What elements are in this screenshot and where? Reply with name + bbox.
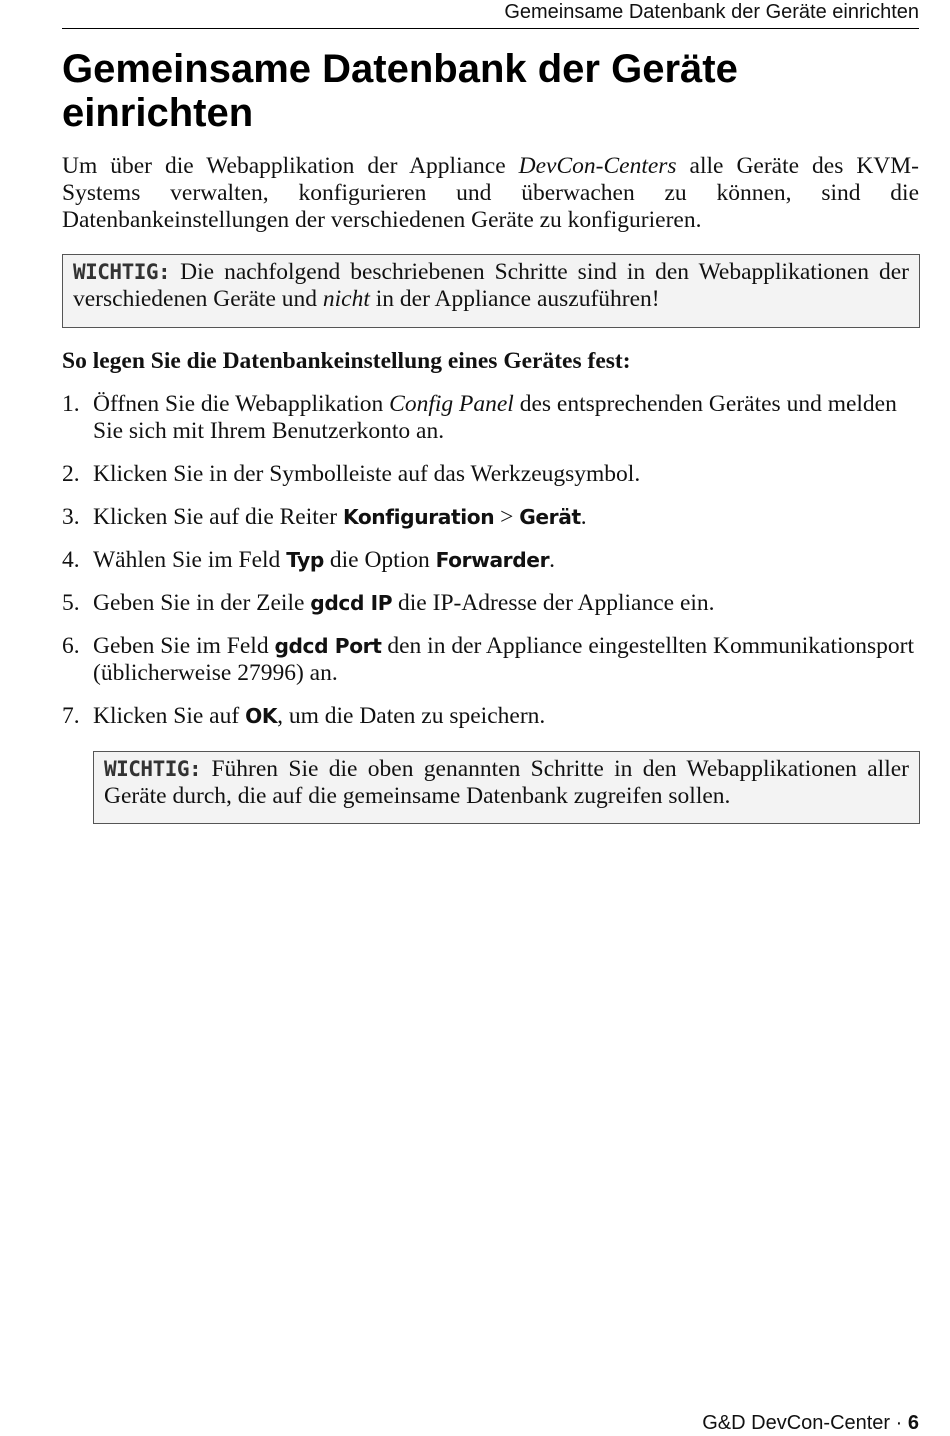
running-header-title: Gemeinsame Datenbank der Geräte einrichten — [504, 1, 919, 23]
step-number: 3. — [62, 504, 80, 530]
running-header — [62, 0, 919, 29]
step-number: 1. — [62, 391, 80, 417]
step-text-part: Wählen Sie im Feld — [93, 547, 287, 573]
ui-term-typ: Typ — [286, 548, 324, 572]
step-number: 2. — [62, 461, 80, 487]
step-text — [93, 547, 922, 574]
step-text — [93, 703, 922, 730]
intro-text-end: alle Geräte des KVM-Systems verwalten, konfigurieren und überwachen zu können, sind die Datenbankeinstellungen der verschiedenen Geräte zu konfigurieren. — [62, 153, 920, 233]
step-text-part: Klicken Sie auf die Reiter — [93, 504, 343, 530]
step-text-part: . — [580, 504, 587, 530]
important-label: WICHTIG: — [104, 757, 202, 781]
note-text-end: in der Appliance auszuführen! — [369, 286, 660, 312]
step-1 — [62, 391, 922, 445]
step-text-part: , um die Daten zu speichern. — [277, 703, 546, 729]
intro-text-start: Um über die Webapplikation der Appliance — [62, 153, 519, 179]
page-number: 6 — [907, 1412, 919, 1434]
procedure-heading: So legen Sie die Datenbankeinstellung eines Gerätes fest: — [62, 348, 631, 374]
step-text — [93, 590, 922, 617]
step-text-part: Klicken Sie auf — [93, 703, 246, 729]
note-emphasis: nicht — [322, 286, 370, 312]
step-text — [93, 391, 922, 445]
footer-product: G&D DevCon-Center — [702, 1412, 891, 1434]
ui-term-gdcd-port: gdcd Port — [274, 634, 382, 658]
steps-list — [62, 391, 922, 746]
ui-term-geraet: Gerät — [519, 505, 581, 529]
step-5 — [62, 590, 922, 617]
step-3 — [62, 504, 922, 531]
step-text-part: Öffnen Sie die Webapplikation — [93, 391, 390, 417]
step-4 — [62, 547, 922, 574]
ui-term-konfiguration: Konfiguration — [342, 505, 495, 529]
step-text-part: des entsprechenden Gerätes und melden Sie sich mit Ihrem Benutzerkonto an. — [93, 391, 897, 444]
ui-term-ok: OK — [245, 704, 278, 728]
step-text: Klicken Sie in der Symbolleiste auf das Werkzeugsymbol. — [93, 461, 641, 487]
footer-separator: · — [890, 1412, 908, 1434]
intro-paragraph — [62, 153, 919, 234]
step-6 — [62, 633, 922, 687]
step-text-part: Geben Sie im Feld — [93, 633, 275, 659]
step-text-part: den in der Appliance eingestellten Kommunikationsport (üblicherweise 27996) an. — [93, 633, 915, 686]
note-text-start: Die nachfolgend beschriebenen Schritte sind in den Webapplikationen der verschiedenen Geräte und — [73, 259, 909, 312]
step-text — [93, 633, 922, 687]
step-text-part: die Option — [323, 547, 436, 573]
step-number: 5. — [62, 590, 80, 616]
ui-term-gdcd-ip: gdcd IP — [310, 591, 393, 615]
step-2 — [62, 461, 922, 488]
step-text-part: . — [549, 547, 556, 573]
ui-term-forwarder: Forwarder — [435, 548, 550, 572]
step-number: 7. — [62, 703, 80, 729]
running-footer — [702, 1410, 919, 1436]
step-text-part: die IP-Adresse der Appliance ein. — [392, 590, 715, 616]
important-label: WICHTIG: — [73, 260, 171, 284]
step-text-part: > — [494, 504, 520, 530]
step-text — [93, 504, 922, 531]
step-text-part: Geben Sie in der Zeile — [93, 590, 311, 616]
page-title: Gemeinsame Datenbank der Geräte einrichten — [62, 47, 738, 135]
note-text: Führen Sie die oben genannten Schritte in den Webapplikationen aller Geräte durch, die auf die gemeinsame Datenbank zugreifen sollen. — [104, 756, 909, 809]
important-note-box-2 — [93, 751, 920, 824]
step-number: 4. — [62, 547, 80, 573]
app-name: Config Panel — [389, 391, 514, 417]
step-number: 6. — [62, 633, 80, 659]
important-note-box — [62, 254, 920, 328]
step-7 — [62, 703, 922, 730]
product-name: DevCon-Centers — [518, 153, 677, 179]
